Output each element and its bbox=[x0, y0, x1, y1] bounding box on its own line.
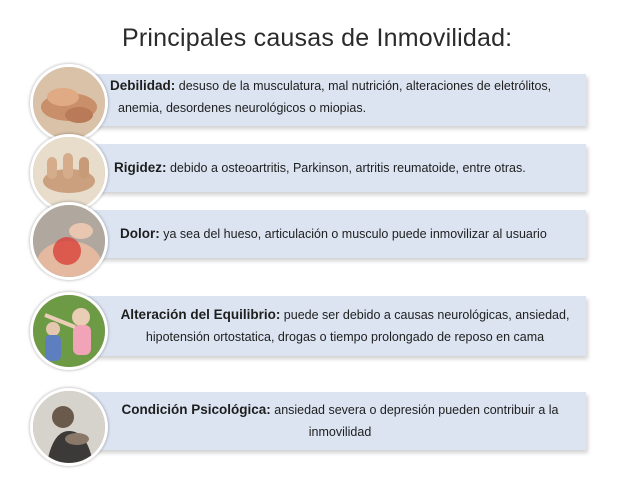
cause-text bbox=[110, 304, 580, 348]
cause-description-cont: anemia, desordenes neurológicos o miopias. bbox=[118, 101, 367, 115]
cause-description: debido a osteoartritis, Parkinson, artritis reumatoide, entre otras. bbox=[166, 161, 526, 175]
cause-term: Rigidez: bbox=[114, 160, 167, 175]
hands-photo-icon bbox=[30, 64, 108, 142]
cause-term: Condición Psicológica: bbox=[121, 402, 271, 417]
sad-person-photo-icon bbox=[30, 388, 108, 466]
shoulder-pain-photo-icon bbox=[30, 202, 108, 280]
hands-massage-photo-icon bbox=[30, 134, 108, 212]
slide-title: Principales causas de Inmovilidad: bbox=[122, 24, 513, 52]
cause-row-debilidad bbox=[0, 74, 638, 130]
cause-description-cont: hipotensión ortostatica, drogas o tiempo prolongado de reposo en cama bbox=[145, 330, 545, 344]
cause-text bbox=[110, 75, 580, 119]
cause-text bbox=[114, 157, 584, 179]
cause-description-cont: inmovilidad bbox=[308, 425, 372, 439]
cause-term: Alteración del Equilibrio: bbox=[120, 307, 281, 322]
elderly-exercise-photo-icon bbox=[30, 292, 108, 370]
cause-text bbox=[110, 399, 570, 443]
cause-description: ansiedad severa o depresión pueden contribuir a la bbox=[270, 403, 559, 417]
cause-row-rigidez bbox=[0, 144, 638, 196]
cause-text bbox=[120, 223, 580, 245]
cause-row-dolor bbox=[0, 210, 638, 262]
cause-term: Dolor: bbox=[120, 226, 160, 241]
cause-description: ya sea del hueso, articulación o musculo puede inmovilizar al usuario bbox=[159, 227, 547, 241]
cause-description: puede ser debido a causas neurológicas, ansiedad, bbox=[280, 308, 570, 322]
cause-description: desuso de la musculatura, mal nutrición, alteraciones de eletrólitos, bbox=[175, 79, 552, 93]
cause-row-psicologica bbox=[0, 392, 638, 456]
cause-row-equilibrio bbox=[0, 296, 638, 360]
cause-term: Debilidad: bbox=[110, 78, 176, 93]
